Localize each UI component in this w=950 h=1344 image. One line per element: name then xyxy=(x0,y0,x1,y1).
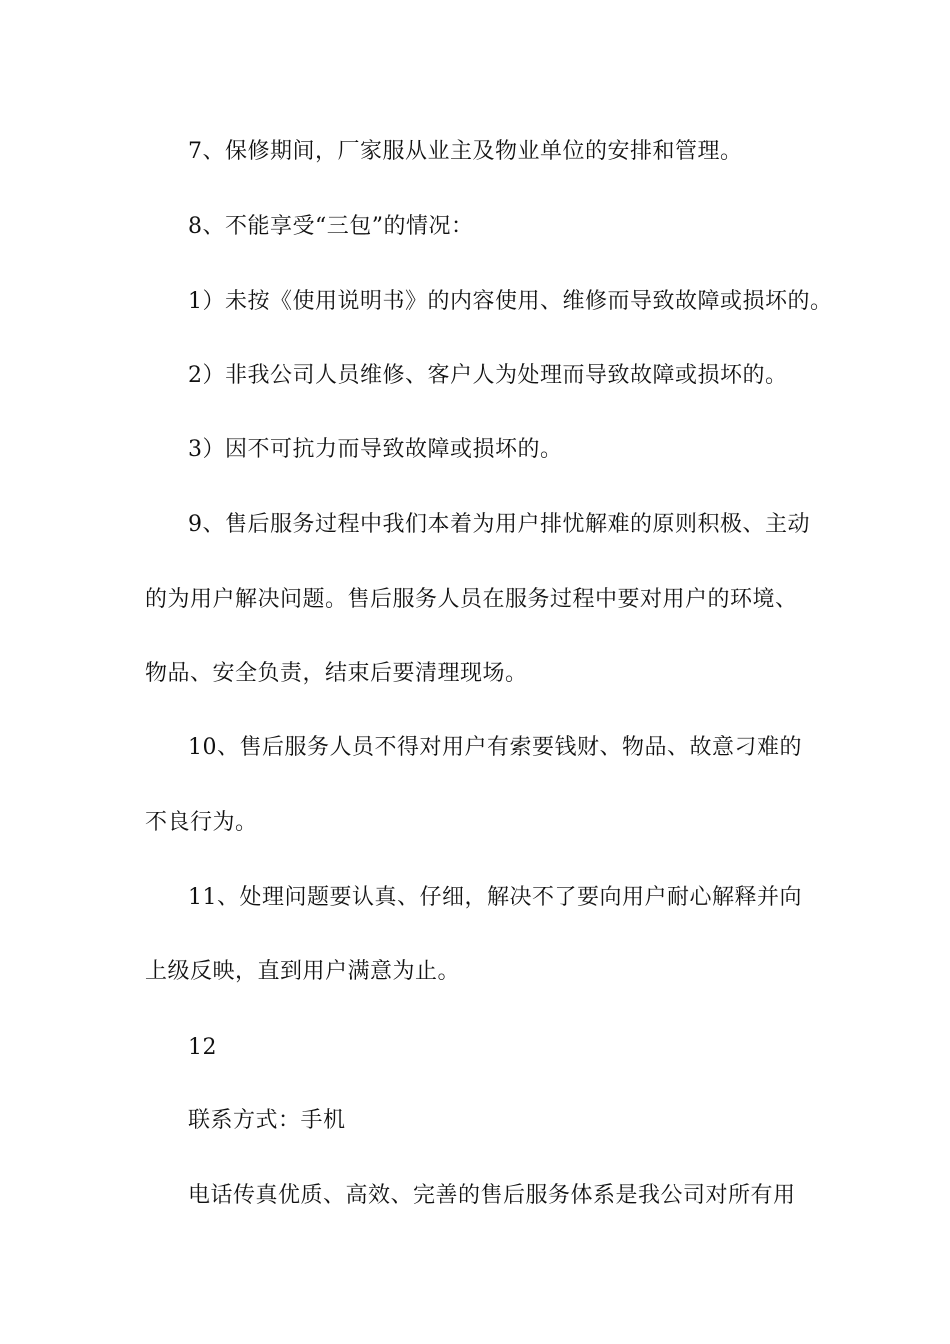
paragraph-warranty-management: 7、保修期间，厂家服从业主及物业单位的安排和管理。 xyxy=(188,139,743,164)
paragraph-problem-handling-line-2: 上级反映，直到用户满意为止。 xyxy=(145,959,461,984)
paragraph-staff-conduct-line-2: 不良行为。 xyxy=(145,810,258,835)
item-number-12: 12 xyxy=(188,1035,217,1060)
paragraph-service-principle-line-1: 9、售后服务过程中我们本着为用户排忧解难的原则积极、主动 xyxy=(188,512,810,537)
paragraph-service-principle-line-3: 物品、安全负责，结束后要清理现场。 xyxy=(145,661,528,686)
paragraph-problem-handling-line-1: 11、处理问题要认真、仔细，解决不了要向用户耐心解释并向 xyxy=(188,885,802,910)
paragraph-staff-conduct-line-1: 10、售后服务人员不得对用户有索要钱财、物品、故意刁难的 xyxy=(188,735,802,760)
exclusion-item-2: 2）非我公司人员维修、客户人为处理而导致故障或损坏的。 xyxy=(188,363,788,388)
exclusion-item-1: 1）未按《使用说明书》的内容使用、维修而导致故障或损坏的。 xyxy=(188,289,833,314)
paragraph-service-system: 电话传真优质、高效、完善的售后服务体系是我公司对所有用 xyxy=(188,1183,796,1208)
paragraph-three-guarantees-exclusions: 8、不能享受“三包”的情况： xyxy=(188,214,474,239)
contact-info-line: 联系方式：手机 xyxy=(188,1108,346,1133)
exclusion-item-3: 3）因不可抗力而导致故障或损坏的。 xyxy=(188,437,563,462)
paragraph-service-principle-line-2: 的为用户解决问题。售后服务人员在服务过程中要对用户的环境、 xyxy=(145,587,798,612)
